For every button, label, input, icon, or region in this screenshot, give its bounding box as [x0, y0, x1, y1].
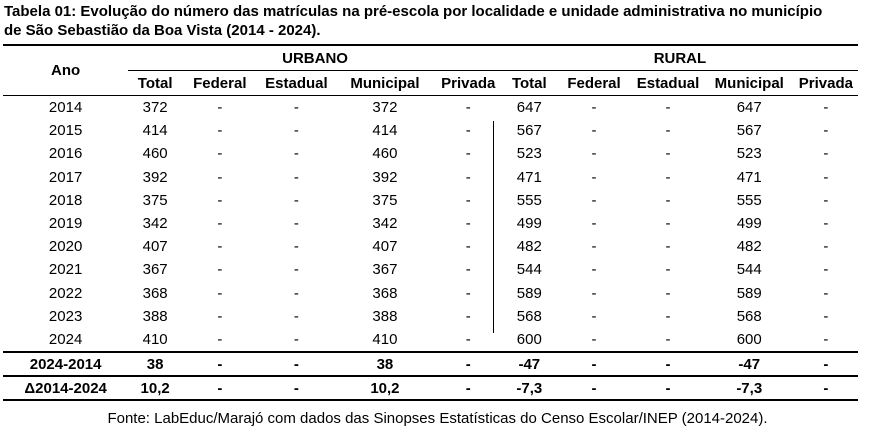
cell-urbano-estadual: - — [293, 261, 299, 279]
cell-ano: 2023 — [48, 307, 83, 325]
table-row — [3, 119, 858, 142]
cell-rural-estadual: - — [665, 99, 671, 117]
cell-urbano-federal: - — [217, 122, 223, 140]
cell-urbano-federal: - — [217, 191, 223, 209]
header-rural: RURAL — [502, 45, 858, 71]
cell-urbano-federal: - — [217, 261, 223, 279]
summary-cell-urbano-municipal: 10,2 — [335, 376, 434, 400]
col-urbano-total: Total — [128, 71, 182, 96]
cell-rural-municipal: 647 — [736, 99, 762, 117]
table-body — [3, 96, 858, 353]
cell-urbano-federal: - — [217, 168, 223, 186]
cell-ano: 2016 — [48, 145, 83, 163]
cell-ano: 2024 — [48, 330, 83, 348]
summary-cell-urbano-total: 38 — [128, 352, 182, 376]
cell-rural-total: 471 — [516, 168, 542, 186]
cell-rural-total: 589 — [516, 284, 542, 302]
table-row — [3, 142, 858, 165]
summary-cell-rural-estadual: - — [631, 352, 704, 376]
cell-ano: 2019 — [48, 215, 83, 233]
table-source: Fonte: LabEduc/Marajó com dados das Sinopses Estatísticas do Censo Escolar/INEP (2014-2024). — [107, 410, 768, 427]
cell-rural-municipal: 471 — [736, 168, 762, 186]
cell-rural-estadual: - — [665, 168, 671, 186]
table-row — [3, 212, 858, 235]
cell-urbano-federal: - — [217, 215, 223, 233]
cell-urbano-municipal: 407 — [372, 238, 398, 256]
cell-urbano-total: 410 — [142, 330, 168, 348]
summary-cell-urbano-estadual: - — [258, 376, 336, 400]
cell-rural-municipal: 589 — [736, 284, 762, 302]
cell-rural-federal: - — [591, 215, 597, 233]
cell-rural-estadual: - — [665, 330, 671, 348]
cell-urbano-federal: - — [217, 307, 223, 325]
table-caption — [4, 2, 872, 40]
cell-urbano-privada: - — [465, 99, 471, 117]
cell-rural-estadual: - — [665, 238, 671, 256]
summary-cell-rural-total: -47 — [502, 352, 557, 376]
cell-ano: 2014 — [48, 99, 83, 117]
cell-rural-privada: - — [823, 191, 829, 209]
cell-urbano-municipal: 414 — [372, 122, 398, 140]
summary-cell-rural-federal: - — [557, 376, 632, 400]
cell-urbano-privada: - — [465, 215, 471, 233]
cell-rural-privada: - — [823, 145, 829, 163]
table-row — [3, 328, 858, 352]
cell-urbano-federal: - — [217, 284, 223, 302]
cell-urbano-federal: - — [217, 99, 223, 117]
cell-urbano-total: 372 — [142, 99, 168, 117]
cell-urbano-total: 368 — [142, 284, 168, 302]
summary-cell-urbano-total: 10,2 — [128, 376, 182, 400]
cell-urbano-estadual: - — [293, 191, 299, 209]
col-rural-privada: Privada — [794, 71, 858, 96]
cell-rural-federal: - — [591, 145, 597, 163]
cell-rural-municipal: 482 — [736, 238, 762, 256]
cell-urbano-estadual: - — [293, 284, 299, 302]
cell-urbano-privada: - — [465, 330, 471, 348]
cell-ano: 2018 — [48, 191, 83, 209]
cell-urbano-total: 367 — [142, 261, 168, 279]
cell-urbano-estadual: - — [293, 215, 299, 233]
table-row — [3, 96, 858, 120]
cell-urbano-municipal: 388 — [372, 307, 398, 325]
col-urbano-privada: Privada — [435, 71, 502, 96]
summary-row — [3, 376, 858, 400]
cell-urbano-estadual: - — [293, 238, 299, 256]
cell-rural-federal: - — [591, 191, 597, 209]
summary-cell-rural-estadual: - — [631, 376, 704, 400]
cell-rural-estadual: - — [665, 261, 671, 279]
cell-rural-federal: - — [591, 330, 597, 348]
cell-urbano-municipal: 460 — [372, 145, 398, 163]
col-rural-municipal: Municipal — [705, 71, 794, 96]
cell-rural-total: 544 — [516, 261, 542, 279]
cell-rural-privada: - — [823, 284, 829, 302]
cell-rural-total: 600 — [516, 330, 542, 348]
cell-urbano-estadual: - — [293, 99, 299, 117]
col-rural-federal: Federal — [557, 71, 632, 96]
summary-cell-rural-municipal: -7,3 — [705, 376, 794, 400]
cell-rural-total: 567 — [516, 122, 542, 140]
table-summary — [3, 352, 858, 400]
cell-urbano-municipal: 342 — [372, 215, 398, 233]
cell-urbano-privada: - — [465, 168, 471, 186]
cell-rural-estadual: - — [665, 307, 671, 325]
cell-ano: 2020 — [48, 238, 83, 256]
cell-rural-estadual: - — [665, 215, 671, 233]
table-row — [3, 282, 858, 305]
cell-rural-federal: - — [591, 284, 597, 302]
cell-urbano-privada: - — [465, 122, 471, 140]
cell-rural-municipal: 600 — [736, 330, 762, 348]
col-urbano-federal: Federal — [182, 71, 258, 96]
summary-cell-ano: 2024-2014 — [3, 352, 128, 376]
cell-ano: 2015 — [48, 122, 83, 140]
cell-rural-federal: - — [591, 122, 597, 140]
col-rural-estadual: Estadual — [631, 71, 704, 96]
summary-cell-urbano-estadual: - — [258, 352, 336, 376]
cell-urbano-estadual: - — [293, 145, 299, 163]
cell-urbano-privada: - — [465, 261, 471, 279]
summary-cell-rural-municipal: -47 — [705, 352, 794, 376]
column-divider — [493, 121, 494, 333]
table-row — [3, 189, 858, 212]
cell-rural-privada: - — [823, 307, 829, 325]
summary-cell-rural-privada: - — [794, 352, 858, 376]
cell-rural-federal: - — [591, 261, 597, 279]
cell-urbano-privada: - — [465, 191, 471, 209]
cell-rural-privada: - — [823, 168, 829, 186]
cell-urbano-estadual: - — [293, 330, 299, 348]
cell-urbano-total: 375 — [142, 191, 168, 209]
cell-rural-federal: - — [591, 99, 597, 117]
table-row — [3, 235, 858, 258]
cell-rural-estadual: - — [665, 145, 671, 163]
cell-urbano-federal: - — [217, 330, 223, 348]
cell-rural-municipal: 567 — [736, 122, 762, 140]
cell-urbano-estadual: - — [293, 168, 299, 186]
cell-rural-estadual: - — [665, 122, 671, 140]
summary-row — [3, 352, 858, 376]
cell-urbano-estadual: - — [293, 307, 299, 325]
cell-rural-estadual: - — [665, 191, 671, 209]
summary-cell-rural-total: -7,3 — [502, 376, 557, 400]
cell-urbano-total: 414 — [142, 122, 168, 140]
cell-rural-total: 647 — [516, 99, 542, 117]
summary-cell-rural-privada: - — [794, 376, 858, 400]
header-urbano: URBANO — [128, 45, 502, 71]
cell-ano: 2021 — [48, 261, 83, 279]
cell-rural-total: 555 — [516, 191, 542, 209]
cell-rural-privada: - — [823, 330, 829, 348]
cell-rural-privada: - — [823, 215, 829, 233]
cell-urbano-municipal: 368 — [372, 284, 398, 302]
cell-urbano-municipal: 410 — [372, 330, 398, 348]
summary-cell-urbano-federal: - — [182, 376, 258, 400]
summary-cell-urbano-privada: - — [435, 376, 502, 400]
cell-urbano-municipal: 392 — [372, 168, 398, 186]
col-urbano-municipal: Municipal — [335, 71, 434, 96]
cell-urbano-total: 407 — [142, 238, 168, 256]
cell-rural-privada: - — [823, 238, 829, 256]
col-urbano-estadual: Estadual — [258, 71, 336, 96]
cell-urbano-total: 342 — [142, 215, 168, 233]
table-row — [3, 166, 858, 189]
cell-rural-municipal: 544 — [736, 261, 762, 279]
cell-rural-privada: - — [823, 261, 829, 279]
cell-rural-federal: - — [591, 307, 597, 325]
cell-rural-federal: - — [591, 168, 597, 186]
cell-urbano-municipal: 367 — [372, 261, 398, 279]
cell-urbano-total: 392 — [142, 168, 168, 186]
cell-urbano-privada: - — [465, 284, 471, 302]
cell-ano: 2022 — [48, 284, 83, 302]
cell-rural-total: 482 — [516, 238, 542, 256]
summary-cell-rural-federal: - — [557, 352, 632, 376]
cell-rural-total: 568 — [516, 307, 542, 325]
col-rural-total: Total — [502, 71, 557, 96]
summary-cell-urbano-federal: - — [182, 352, 258, 376]
table-row — [3, 258, 858, 281]
cell-rural-municipal: 499 — [736, 215, 762, 233]
header-ano: Ano — [3, 45, 128, 96]
summary-cell-urbano-privada: - — [435, 352, 502, 376]
caption-line-2: de São Sebastião da Boa Vista (2014 - 2024). — [4, 22, 321, 39]
cell-urbano-privada: - — [465, 307, 471, 325]
cell-ano: 2017 — [48, 168, 83, 186]
cell-rural-privada: - — [823, 99, 829, 117]
cell-rural-federal: - — [591, 238, 597, 256]
cell-urbano-total: 388 — [142, 307, 168, 325]
cell-rural-total: 499 — [516, 215, 542, 233]
cell-urbano-municipal: 375 — [372, 191, 398, 209]
cell-urbano-federal: - — [217, 145, 223, 163]
cell-rural-municipal: 568 — [736, 307, 762, 325]
summary-cell-urbano-municipal: 38 — [335, 352, 434, 376]
summary-cell-ano: Δ2014-2024 — [3, 376, 128, 400]
cell-rural-municipal: 523 — [736, 145, 762, 163]
enrollment-table — [3, 44, 858, 401]
cell-urbano-municipal: 372 — [372, 99, 398, 117]
cell-urbano-total: 460 — [142, 145, 168, 163]
cell-urbano-estadual: - — [293, 122, 299, 140]
caption-line-1: Tabela 01: Evolução do número das matrículas na pré-escola por localidade e unidade administrativa no município — [4, 3, 823, 20]
cell-rural-total: 523 — [516, 145, 542, 163]
cell-rural-privada: - — [823, 122, 829, 140]
cell-urbano-federal: - — [217, 238, 223, 256]
cell-rural-estadual: - — [665, 284, 671, 302]
cell-urbano-privada: - — [465, 238, 471, 256]
cell-urbano-privada: - — [465, 145, 471, 163]
table-row — [3, 305, 858, 328]
cell-rural-municipal: 555 — [736, 191, 762, 209]
